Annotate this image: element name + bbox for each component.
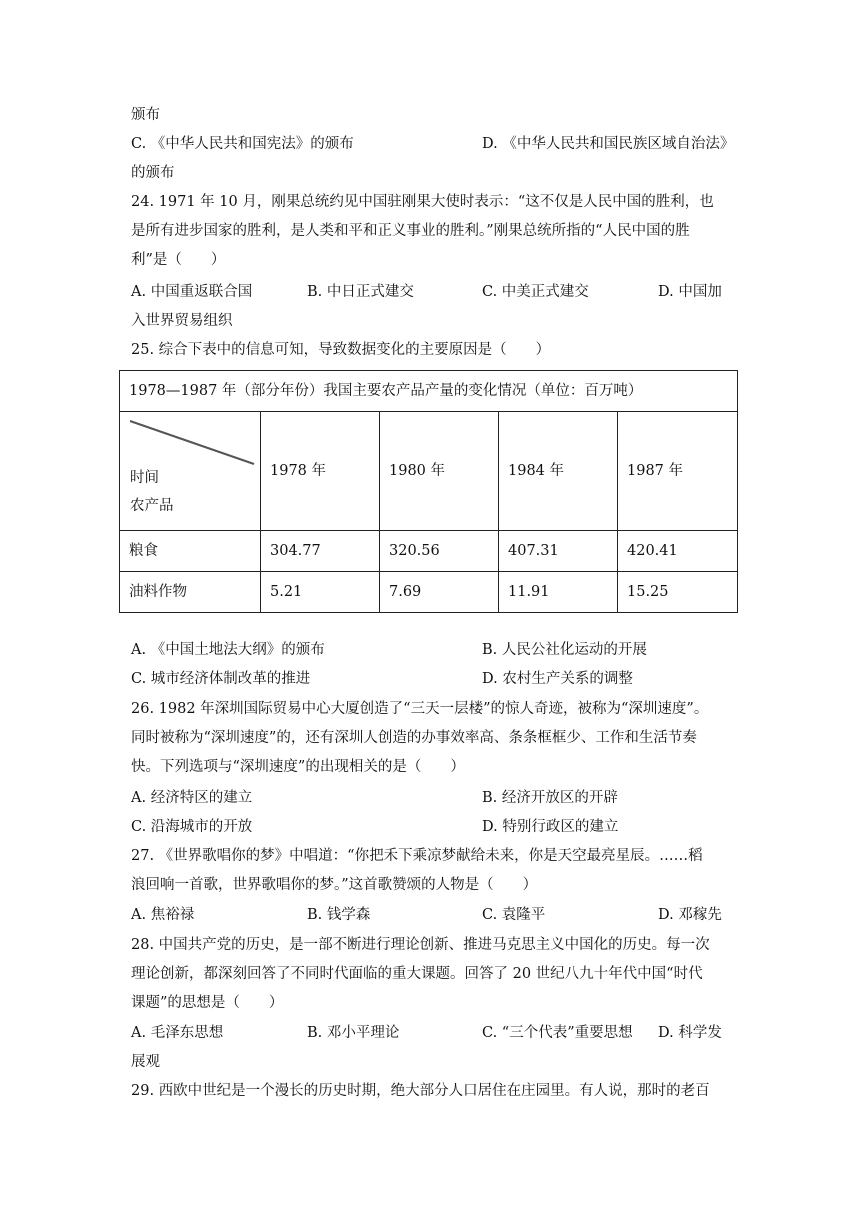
q28-stem-line3: 课题”的思想是（ ） bbox=[131, 995, 284, 1011]
q23-option-d: D. 《中华人民共和国民族区域自治法》 bbox=[482, 136, 735, 152]
q24-option-a: A. 中国重返联合国 bbox=[131, 284, 253, 300]
q25-option-a: A. 《中国土地法大纲》的颁布 bbox=[131, 642, 325, 658]
q24-option-d: D. 中国加 bbox=[658, 284, 722, 300]
table-row bbox=[120, 531, 738, 572]
q29-stem-line1: 29. 西欧中世纪是一个漫长的历史时期，绝大部分人口居住在庄园里。有人说，那时的老百 bbox=[131, 1083, 710, 1099]
table-caption: 1978—1987 年（部分年份）我国主要农产品产量的变化情况（单位：百万吨） bbox=[120, 371, 738, 412]
q28-stem-line2: 理论创新，都深刻回答了不同时代面临的重大课题。回答了 20 世纪八九十年代中国“时代 bbox=[131, 966, 703, 982]
q23-option-c: C. 《中华人民共和国宪法》的颁布 bbox=[131, 136, 354, 152]
table-cell: 15.25 bbox=[618, 572, 738, 613]
q27-option-b: B. 钱学森 bbox=[307, 907, 371, 923]
q28-option-a: A. 毛泽东思想 bbox=[131, 1025, 224, 1041]
table-cell: 407.31 bbox=[499, 531, 618, 572]
q28-stem-line1: 28. 中国共产党的历史，是一部不断进行理论创新、推进马克思主义中国化的历史。每一次 bbox=[131, 937, 710, 953]
q28-option-d: D. 科学发 bbox=[658, 1025, 722, 1041]
q25-option-b: B. 人民公社化运动的开展 bbox=[482, 642, 647, 658]
table-cell: 7.69 bbox=[380, 572, 499, 613]
q25-option-d: D. 农村生产关系的调整 bbox=[482, 671, 633, 687]
year-header: 1984 年 bbox=[499, 412, 618, 531]
production-table bbox=[119, 370, 738, 613]
q25-option-c: C. 城市经济体制改革的推进 bbox=[131, 671, 311, 687]
table-cell: 420.41 bbox=[618, 531, 738, 572]
q23-continuation: 颁布 bbox=[131, 107, 160, 123]
q26-stem-line3: 快。下列选项与“深圳速度”的出现相关的是（ ） bbox=[131, 759, 465, 775]
q25-stem: 25. 综合下表中的信息可知，导致数据变化的主要原因是（ ） bbox=[131, 342, 551, 358]
q24-option-c: C. 中美正式建交 bbox=[482, 284, 589, 300]
table-header-row bbox=[120, 412, 738, 531]
q27-stem-line2: 浪回响一首歌，世界歌唱你的梦。”这首歌赞颂的人物是（ ） bbox=[131, 877, 538, 893]
q24-option-d-continuation: 入世界贸易组织 bbox=[131, 313, 233, 329]
diagonal-header-cell bbox=[120, 412, 261, 531]
header-time-label: 时间 bbox=[130, 470, 159, 486]
row-label: 粮食 bbox=[120, 531, 261, 572]
q26-stem-line2: 同时被称为“深圳速度”的，还有深圳人创造的办事效率高、条条框框少、工作和生活节奏 bbox=[131, 730, 697, 746]
q27-option-d: D. 邓稼先 bbox=[658, 907, 722, 923]
q26-option-c: C. 沿海城市的开放 bbox=[131, 819, 253, 835]
q24-option-b: B. 中日正式建交 bbox=[307, 284, 414, 300]
q27-option-a: A. 焦裕禄 bbox=[131, 907, 195, 923]
header-product-label: 农产品 bbox=[130, 498, 174, 514]
table-cell: 320.56 bbox=[380, 531, 499, 572]
year-header: 1978 年 bbox=[261, 412, 380, 531]
q27-stem-line1: 27. 《世界歌唱你的梦》中唱道：“你把禾下乘凉梦献给未来，你是天空最亮星辰。……稻 bbox=[131, 848, 703, 864]
table-cell: 11.91 bbox=[499, 572, 618, 613]
table-cell: 304.77 bbox=[261, 531, 380, 572]
year-header: 1987 年 bbox=[618, 412, 738, 531]
q24-stem-line1: 24. 1971 年 10 月，刚果总统约见中国驻刚果大使时表示：“这不仅是人民中国的胜利，也 bbox=[131, 194, 714, 210]
q23-option-d-continuation: 的颁布 bbox=[131, 165, 175, 181]
table-cell: 5.21 bbox=[261, 572, 380, 613]
q24-stem-line2: 是所有进步国家的胜利，是人类和平和正义事业的胜利。”刚果总统所指的“人民中国的胜 bbox=[131, 223, 690, 239]
q28-option-d-continuation: 展观 bbox=[131, 1054, 160, 1070]
q24-stem-line3: 利”是（ ） bbox=[131, 252, 226, 268]
year-header: 1980 年 bbox=[380, 412, 499, 531]
table-row bbox=[120, 572, 738, 613]
q28-option-b: B. 邓小平理论 bbox=[307, 1025, 400, 1041]
q28-option-c: C. “三个代表”重要思想 bbox=[482, 1025, 633, 1041]
q26-option-b: B. 经济开放区的开辟 bbox=[482, 790, 618, 806]
q26-option-a: A. 经济特区的建立 bbox=[131, 790, 253, 806]
q27-option-c: C. 袁隆平 bbox=[482, 907, 546, 923]
row-label: 油料作物 bbox=[120, 572, 261, 613]
q26-stem-line1: 26. 1982 年深圳国际贸易中心大厦创造了“三天一层楼”的惊人奇迹，被称为“深圳速度”。 bbox=[131, 701, 709, 717]
q26-option-d: D. 特别行政区的建立 bbox=[482, 819, 619, 835]
